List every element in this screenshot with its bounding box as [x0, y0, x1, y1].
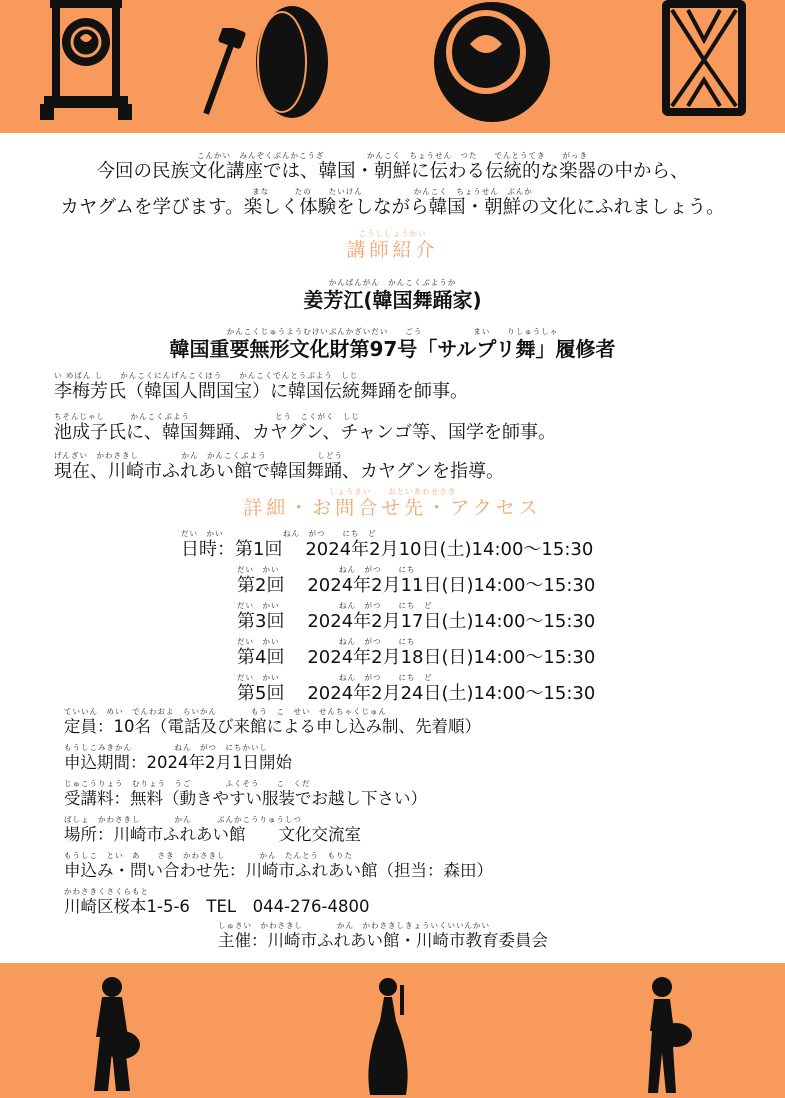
session-label: 第3回	[237, 610, 285, 632]
bio-line-3: げんざい かわさきし かん かんこくぶよう しどう 現在、川崎市ふれあい館で韓国舞踊、カヤグンを指導。	[54, 451, 504, 482]
mallet-icon	[198, 28, 248, 118]
host-organizers: しゅさい かわさきし かん かわさきしきょういくいいんかい 主催：川崎市ふれあい館・川崎市教育委員会	[218, 921, 548, 950]
header-band	[0, 0, 785, 133]
info-contact: もうしこ とい あ さき かわさきし かん たんとう もりた 申込み・問い合わせ先：川崎市ふれあい館（担当：森田）	[64, 851, 493, 880]
footer-band	[0, 963, 785, 1098]
session-datetime: 2024年2月18日(日)14:00～15:30	[307, 646, 596, 668]
schedule-row-4: だい かい ねん がつ にち 第4回 2024年2月18日(日)14:00～15:30	[237, 637, 596, 668]
schedule-row-1: だい かい ねん がつ にち ど 日時：第1回 2024年2月10日(土)14:00～15:30	[181, 529, 594, 560]
instructor-credential: かんこくじゅうようむけいぶんかざいだい ごう まい りしゅうしゃ 韓国重要無形文化財第97号「サルプリ舞」履修者	[169, 327, 616, 361]
session-label: 第4回	[237, 646, 285, 668]
instructor-section-title: こうししょうかい 講師紹介	[346, 229, 439, 261]
info-application-period: もうしこみきかん ねん がつ にちかいし 申込期間：2024年2月1日開始	[64, 743, 292, 772]
schedule-label: 日時：	[181, 538, 235, 560]
session-datetime: 2024年2月11日(日)14:00～15:30	[307, 574, 596, 596]
schedule-row-2: だい かい ねん がつ にち 第2回 2024年2月11日(日)14:00～15:30	[237, 565, 596, 596]
info-fee: じゅこうりょう むりょう うご ふくそう こ くだ 受講料：無料（動きやすい服装でお越し下さい）	[64, 779, 427, 808]
janggu-drum-icon	[660, 0, 748, 116]
info-venue: ばしょ かわさきし かん ぶんかこうりゅうしつ 場所：川崎市ふれあい館 文化交流室	[64, 815, 361, 844]
info-address: かわさきくさくらもと 川崎区桜本1-5-6 TEL 044-276-4800	[64, 887, 370, 916]
session-datetime: 2024年2月24日(土)14:00～15:30	[307, 682, 596, 704]
session-datetime: 2024年2月10日(土)14:00～15:30	[305, 538, 594, 560]
hand-drum-icon	[252, 2, 330, 122]
details-section-title: しょうさい おといあわせさき 詳細・お問合せ先・アクセス	[243, 487, 542, 519]
buk-drum-icon	[432, 0, 552, 124]
intro-line-2: まな たの たいけん かんこく ちょうせん ぶんか カヤグムを学びます。楽しく体験をしながら韓国・朝鮮の文化にふれましょう。	[60, 187, 725, 218]
instructor-name: かんばんがん かんこくぶようか 姜芳江(韓国舞踊家)	[303, 278, 482, 312]
session-datetime: 2024年2月17日(土)14:00～15:30	[307, 610, 596, 632]
session-label: 第5回	[237, 682, 285, 704]
schedule-row-3: だい かい ねん がつ にち ど 第3回 2024年2月17日(土)14:00～15:30	[237, 601, 596, 632]
bio-line-1: い めばん し かんこくにんげんこくほう かんこくでんとうぶよう しじ 李梅芳氏（韓国人間国宝）に韓国伝統舞踊を師事。	[54, 371, 468, 402]
intro-line-1: こんかい みんぞくぶんかこうざ かんこく ちょうせん つた でんとうてき がっき 今回の民族文化講座では、韓国・朝鮮に伝わる伝統的な楽器の中から、	[96, 151, 689, 182]
dancer-with-fan-icon	[360, 977, 416, 1097]
schedule-row-5: だい かい ねん がつ にち ど 第5回 2024年2月24日(土)14:00～15:30	[237, 673, 596, 704]
gong-icon	[40, 0, 132, 120]
session-label: 第2回	[237, 574, 285, 596]
dancer-with-janggu-icon	[636, 977, 696, 1095]
bio-line-2: ちそんじゃし かんこくぶよう とう こくがく しじ 池成子氏に、韓国舞踊、カヤグン、チャンゴ等、国学を師事。	[54, 412, 557, 443]
session-label: 第1回	[235, 538, 283, 560]
dancer-with-drum-icon	[82, 975, 146, 1095]
info-capacity: ていいん めい でんわおよ らいかん もう こ せい せんちゃくじゅん 定員：10名（電話及び来館による申し込み制、先着順）	[64, 707, 481, 736]
